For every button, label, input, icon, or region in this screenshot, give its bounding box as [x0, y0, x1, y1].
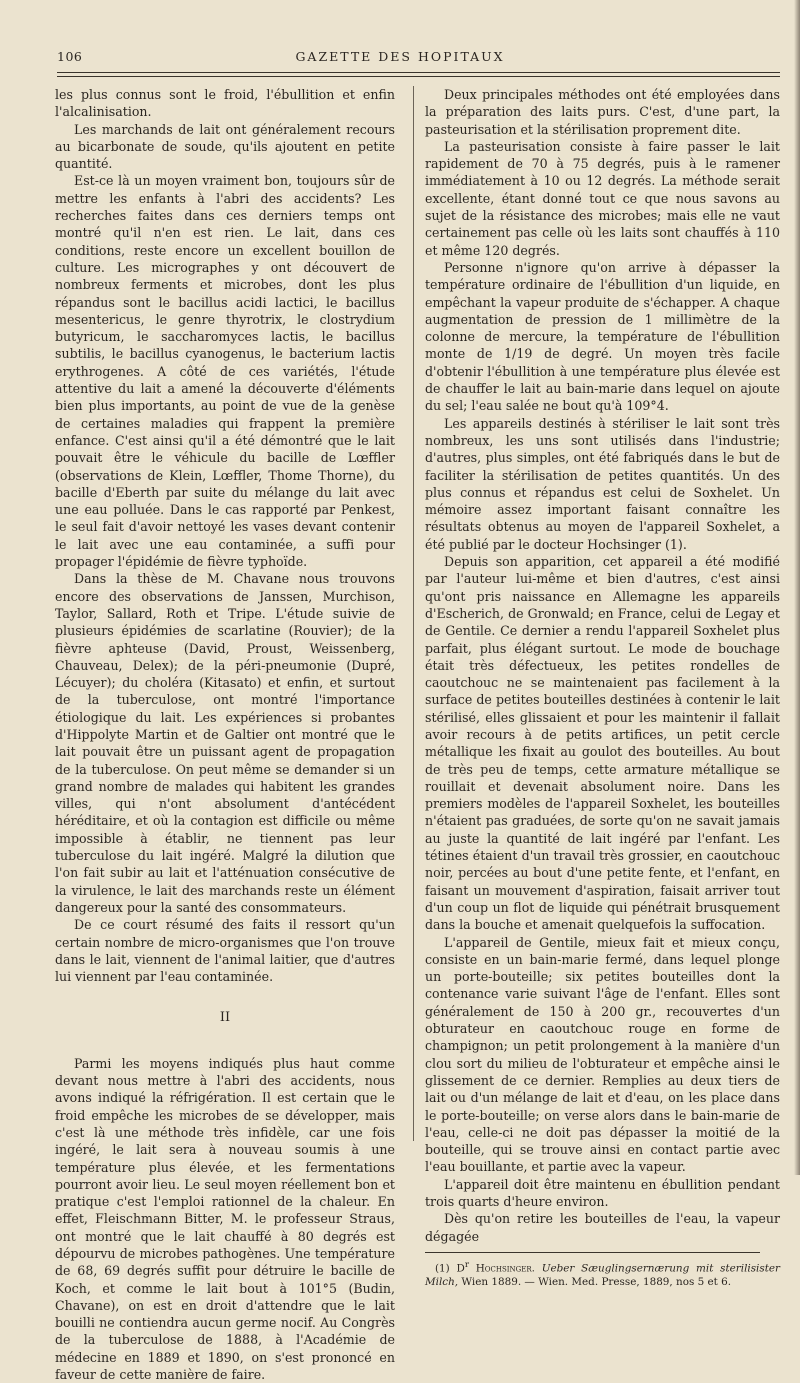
- paragraph: L'appareil de Gentile, mieux fait et mieux conçu, consiste en un bain-marie fermé, dans lequel plonge un porte-bouteille; six petites bouteilles dont la contenance varie suivant l'âge de l'enfant. Elles sont généralement de 150 à 200 gr., recouvertes d'un obturateur en caoutchouc rouge en forme de champignon; un petit prolongement à la manière d'un clou sort du milieu de l'obturateur et empêche ainsi le glissement de ce dernier. Remplies au deux tiers de lait ou d'un mélange de lait et d'eau, on les place dans le porte-bouteille; on verse alors dans le bain-marie de l'eau, celle-ci ne doit pas dépasser la moitié de la bouteille, qui se trouve ainsi en contact partie avec l'eau bouillante, et partie avec la vapeur.: [425, 934, 780, 1175]
- footnote-rest: Wien 1889. — Wien. Med. Presse, 1889, nos 5 et 6.: [461, 1276, 732, 1289]
- footnote: [425, 1258, 780, 1289]
- header-rule-double: [57, 76, 780, 77]
- running-title: GAZETTE DES HOPITAUX: [295, 49, 505, 64]
- header-rule: [57, 72, 780, 73]
- footnote-title: Ueber Sæuglingsernærung mit sterilisister Milch,: [425, 1262, 781, 1289]
- paragraph: Personne n'ignore qu'on arrive à dépasser la température ordinaire de l'ébullition d'un liquide, en empêchant la vapeur produite de s'échapper. A chaque augmentation de pression de 1 millimètre de la colonne de mercure, la température de l'ébullition monte de 1/19 de degré. Un moyen très facile d'obtenir l'ébullition à une température plus élevée est de chauffer le lait au bain-marie dans lequel on ajoute du sel; l'eau salée ne bout qu'à 109°4.: [425, 259, 780, 414]
- paragraph: Les appareils destinés à stériliser le lait sont très nombreux, les uns sont utilisés dans l'industrie; d'autres, plus simples, ont été fabriqués dans le but de faciliter la stérilisation de petites quantités. Un des plus connus et répandus est celui de Soxhelet. Un mémoire assez important faisant connaître les résultats obtenus au moyen de l'appareil Soxhelet, a été publié par le docteur Hochsinger (1).: [425, 415, 780, 552]
- paragraph: L'appareil doit être maintenu en ébullition pendant trois quarts d'heure environ.: [425, 1176, 780, 1209]
- paragraph: Dans la thèse de M. Chavane nous trouvons encore des observations de Janssen, Murchison, Taylor, Sallard, Roth et Tripe. L'étude suivie de plusieurs épidémies de scarlatine (Rouvier); de la fièvre aphteuse (David, Proust, Weissenberg, Chauveau, Delex); de la péri-pneumonie (Dupré, Lécuyer); du choléra (Kitasato) et enfin, et surtout de la tuberculose, ont montré l'importance étiologique du lait. Les expériences si probantes d'Hippolyte Martin et de Galtier ont montré que le lait pouvait être un puissant agent de propagation de la tuberculose. On peut même se demander si un grand nombre de malades qui habitent les grandes villes, qui n'ont absolument d'antécédent héréditaire, et où la contagion est difficile ou même impossible à établir, ne tiennent pas leur tuberculose du lait ingéré. Malgré la dilution que l'on fait subir au lait et l'atténuation consécutive de la virulence, le lait des marchands reste un élément dangereux pour la santé des consommateurs.: [55, 571, 395, 915]
- paragraph: Deux principales méthodes ont été employées dans la préparation des laits purs. C'est, d'une part, la pasteurisation et la stérilisation proprement dite.: [425, 87, 780, 137]
- left-column: [55, 86, 395, 1383]
- paragraph: De ce court résumé des faits il ressort qu'un certain nombre de micro-organismes que l'on trouve dans le lait, viennent de l'animal laitier, que d'autres lui viennent par l'eau contaminée.: [55, 917, 395, 985]
- footnote-marker-sup: r: [464, 1259, 469, 1270]
- paragraph: les plus connus sont le froid, l'ébullition et enfin l'alcalinisation.: [55, 87, 395, 120]
- column-divider: [413, 86, 414, 1141]
- section-number: II: [219, 1010, 231, 1026]
- paragraph: La pasteurisation consiste à faire passer le lait rapidement de 70 à 75 degrés, puis à le ramener immédiatement à 10 ou 12 degrés. La méthode serait excellente, étant donné tout ce que nous savons au sujet de la résistance des microbes; mais elle ne vaut certainement pas celle où les laits sont chauffés à 110 et même 120 degrés.: [425, 138, 780, 258]
- paragraph: Est-ce là un moyen vraiment bon, toujours sûr de mettre les enfants à l'abri des accidents? Les recherches faites dans ces derniers temps ont montré qu'il n'en est rien. Le lait, dans ces conditions, reste encore un excellent bouillon de culture. Les micrographes y ont découvert de nombreux ferments et microbes, dont les plus répandus sont le bacillus acidi lactici, le bacillus mesentericus, le genre thyrotrix, le clostrydium butyricum, le saccharomyces lactis, le bacillus subtilis, le bacillus cyanogenus, le bacterium lactis erythrogenes. A côté de ces variétés, l'étude attentive du lait a amené la découverte d'éléments bien plus importants, au point de vue de la genèse de certaines maladies qui frappent la première enfance. C'est ainsi qu'il a été démontré que le lait pouvait être le véhicule du bacille de Lœffler (observations de Klein, Lœffler, Thome Thorne), du bacille d'Eberth par suite du mélange du lait avec une eau polluée. Dans le cas rapporté par Penkest, le seul fait d'avoir nettoyé les vases devant contenir le lait avec une eau contaminée, a suffi pour propager l'épidémie de fièvre typhoïde.: [55, 173, 395, 570]
- footnote-marker: (1) D: [435, 1262, 465, 1275]
- paragraph: Dès qu'on retire les bouteilles de l'eau, la vapeur dégagée: [425, 1211, 780, 1244]
- footnote-rule: [425, 1252, 760, 1253]
- paragraph: Parmi les moyens indiqués plus haut comme devant nous mettre à l'abri des accidents, nous avons indiqué la réfrigération. Il est certain que le froid empêche les microbes de se développer, mais c'est là une méthode très infidèle, car une fois ingéré, le lait sera à nouveau soumis à une température plus élevée, et les fermentations pourront avoir lieu. Le seul moyen réellement bon et pratique c'est l'emploi rationnel de la chaleur. En effet, Fleischmann Bitter, M. le professeur Straus, ont montré que le lait chauffé à 80 degrés est dépourvu de microbes pathogènes. Une température de 68, 69 degrés suffit pour détruire le bacille de Koch, et comme le lait bout à 101°5 (Budin, Chavane), on est en droit d'attendre que le lait bouilli ne contiendra aucun germe nocif. Au Congrès de la tuberculose de 1888, à l'Académie de médecine en 1889 et 1890, on s'est prononcé en faveur de cette manière de faire.: [55, 1055, 395, 1383]
- paragraph: Depuis son apparition, cet appareil a été modifié par l'auteur lui-même et bien d'autres, c'est ainsi qu'ont pris naissance en Allemagne les appareils d'Escherich, de Gronwald; en France, celui de Legay et de Gentile. Ce dernier a rendu l'appareil Soxhelet plus parfait, plus élégant surtout. Le mode de bouchage était très défectueux, les petites rondelles de caoutchouc ne se maintenaient pas facilement à la surface de petites bouteilles destinées à contenir le lait stérilisé, elles glissaient et pour les maintenir il fallait avoir recours à de petits artifices, un petit cercle métallique les fixait au goulot des bouteilles. Au bout de très peu de temps, cette armature métallique se rouillait et devenait absolument noire. Dans les premiers modèles de l'appareil Soxhelet, les bouteilles n'étaient pas graduées, de sorte qu'on ne savait jamais au juste la quantité de lait ingéré par l'enfant. Les tétines étaient d'un travail très grossier, en caoutchouc noir, percées au bout d'une petite fente, et l'enfant, en faisant un mouvement d'aspiration, faisait arriver tout d'un coup un flot de liquide qui pénétrait brusquement dans la bouche et amenait quelquefois la suffocation.: [425, 554, 780, 933]
- page-edge: [794, 0, 800, 1175]
- footnote-author: Hochsinger.: [475, 1262, 535, 1275]
- page-number: 106: [57, 49, 83, 64]
- paragraph: Les marchands de lait ont généralement recours au bicarbonate de soude, qu'ils ajoutent en petite quantité.: [55, 121, 395, 172]
- right-column: [425, 86, 780, 1289]
